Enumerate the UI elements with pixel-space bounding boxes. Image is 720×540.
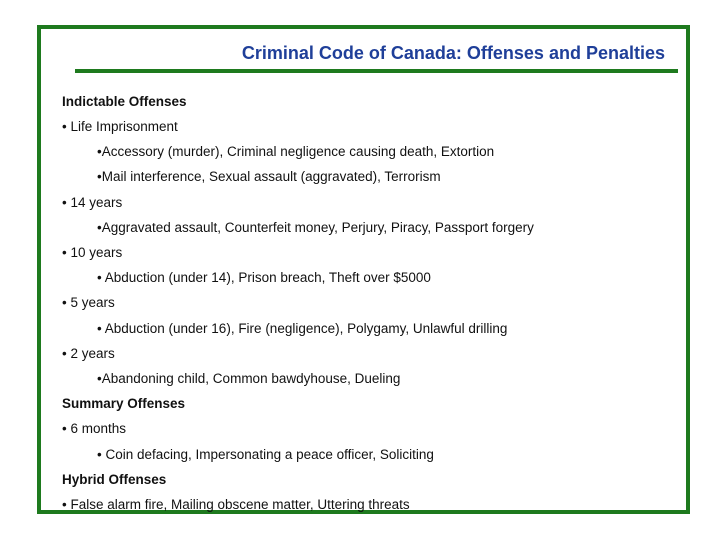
penalty-14-years: • 14 years [62,195,123,210]
slide-title: Criminal Code of Canada: Offenses and Penalties [241,43,665,63]
heading-summary: Summary Offenses [62,396,186,411]
offenses-2-years: •Abandoning child, Common bawdyhouse, Dueling [97,371,401,386]
offenses-life-1: •Accessory (murder), Criminal negligence causing death, Extortion [97,144,495,159]
offenses-6-months: • Coin defacing, Impersonating a peace officer, Soliciting [97,447,434,462]
offenses-10-years: • Abduction (under 14), Prison breach, Theft over $5000 [97,270,431,285]
offenses-life-2: •Mail interference, Sexual assault (aggravated), Terrorism [97,169,441,184]
penalty-5-years: • 5 years [62,295,115,310]
heading-indictable: Indictable Offenses [62,94,187,109]
offenses-5-years: • Abduction (under 16), Fire (negligence), Polygamy, Unlawful drilling [97,321,508,336]
penalty-life: • Life Imprisonment [62,119,178,134]
heading-hybrid: Hybrid Offenses [62,472,167,487]
offenses-14-years: •Aggravated assault, Counterfeit money, Perjury, Piracy, Passport forgery [97,220,534,235]
penalty-2-years: • 2 years [62,346,115,361]
offenses-hybrid: • False alarm fire, Mailing obscene matter, Uttering threats [62,497,410,512]
penalty-10-years: • 10 years [62,245,123,260]
title-underline [75,69,678,73]
penalty-6-months: • 6 months [62,421,127,436]
